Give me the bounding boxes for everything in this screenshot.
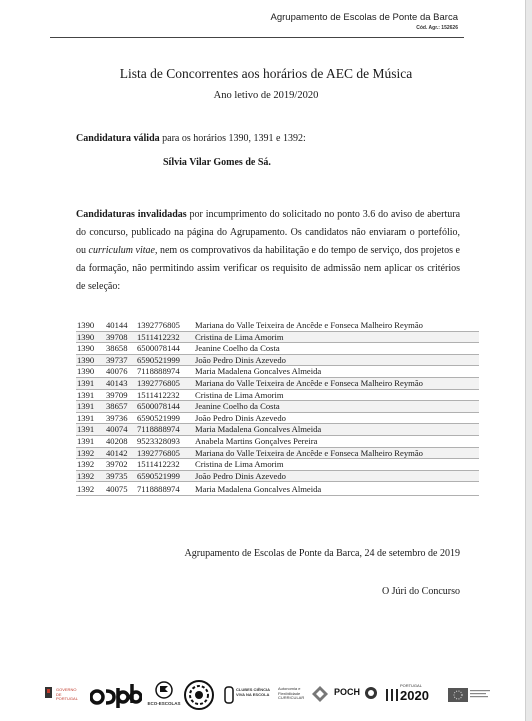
valid-label: Candidatura válida [76,133,160,144]
candidate-name-cell: João Pedro Dinis Azevedo [194,354,479,366]
number-cell: 6500078144 [136,401,194,413]
id-cell: 39709 [105,389,136,401]
number-cell: 1392776805 [136,447,194,459]
aepb-wordmark-icon [90,680,142,708]
schedule-cell: 1391 [76,435,105,447]
number-cell: 1392776805 [136,320,194,331]
autonomia-flexibilidade-logo [278,680,330,710]
candidate-name-cell: João Pedro Dinis Azevedo [194,412,479,424]
portugal-text: PORTUGAL [400,683,422,688]
poch-logo [334,680,382,710]
table-row [76,424,479,436]
poch-mark-icon [364,686,378,700]
number-cell: 1511412232 [136,459,194,471]
schedule-cell: 1391 [76,389,105,401]
schedule-cell: 1390 [76,331,105,343]
eu-flag-icon [448,688,468,702]
portugal-2020-logo [384,680,444,710]
governo-portugal-logo [44,680,82,710]
id-cell: 39735 [105,470,136,482]
candidate-name-cell: Maria Madalena Goncalves Almeida [194,482,479,496]
id-cell: 38658 [105,343,136,355]
table-row [76,412,479,424]
number-cell: 7118888974 [136,424,194,436]
table-row [76,459,479,471]
number-cell: 6500078144 [136,343,194,355]
number-cell: 1511412232 [136,389,194,401]
table-row [76,482,479,496]
schedule-cell: 1390 [76,343,105,355]
schedule-cell: 1391 [76,401,105,413]
schedule-cell: 1392 [76,459,105,471]
schedule-cell: 1391 [76,412,105,424]
eco-escolas-logo [146,680,182,710]
round-emblem-logo [184,680,216,710]
document-title: Lista de Concorrentes aos horários de AEC de Música [119,66,413,81]
candidate-name-cell: Mariana do Valle Teixeira de Ancêde e Fonseca Malheiro Reymão [194,377,479,389]
eu-caption-icon [470,689,490,701]
id-cell: 40144 [105,320,136,331]
schedule-cell: 1392 [76,447,105,459]
aepb-logo [90,680,142,710]
number-cell: 7118888974 [136,366,194,378]
schedule-cell: 1392 [76,470,105,482]
number-cell: 6590521999 [136,354,194,366]
id-cell: 40143 [105,377,136,389]
invalid-text-2: , nem os comprovativos da habilitação e do tempo de serviço, dos projetos e da formação, não permitindo assim verificar os requisito de admissão nem aplicar os critérios de seleção: [76,245,460,292]
eco-flag-icon [155,681,173,699]
header-code: Cód. Agr.: 152626 [416,25,458,31]
candidate-name-cell: Cristina de Lima Amorim [194,459,479,471]
id-cell: 40076 [105,366,136,378]
schedule-cell: 1391 [76,424,105,436]
candidate-name-cell: Maria Madalena Goncalves Almeida [194,366,479,378]
id-cell: 40208 [105,435,136,447]
candidate-name-cell: Jeanine Coelho da Costa [194,343,479,355]
page-edge [525,0,532,721]
schedule-cell: 1390 [76,366,105,378]
table-row [76,331,479,343]
table-row [76,320,479,331]
candidate-name-cell: Mariana do Valle Teixeira de Ancêde e Fonseca Malheiro Reymão [194,447,479,459]
clubes-ciencia-viva-text: CLUBES CIÊNCIA VIVA NA ESCOLA [236,687,270,697]
invalid-paragraph [76,206,460,296]
number-cell: 6590521999 [136,412,194,424]
id-cell: 39708 [105,331,136,343]
table-row [76,389,479,401]
table-row [76,435,479,447]
number-cell: 1392776805 [136,377,194,389]
id-cell: 39736 [105,412,136,424]
id-cell: 40074 [105,424,136,436]
candidate-name-cell: Cristina de Lima Amorim [194,389,479,401]
candidates-table [76,320,479,496]
autonomia-flexibilidade-text: Autonomia e Flexibilidade CURRICULAR [278,686,305,701]
candidate-name-cell: Jeanine Coelho da Costa [194,401,479,413]
schedule-cell: 1392 [76,482,105,496]
table-row [76,343,479,355]
invalid-text-1: por incumprimento do solicitado no ponto 3.6 do aviso de abertura do concurso, publicado na página do Agrupamento. Os candidatos não enviaram o portefólio, ou [76,209,461,256]
candidate-name-cell: Anabela Martins Gonçalves Pereira [194,435,479,447]
candidate-name-cell: João Pedro Dinis Azevedo [194,470,479,482]
closing-line: Agrupamento de Escolas de Ponte da Barca, 24 de setembro de 2019 [184,548,460,559]
valid-candidate: Sílvia Vilar Gomes de Sá. [163,157,271,168]
candidate-name-cell: Cristina de Lima Amorim [194,331,479,343]
table-row [76,401,479,413]
coat-of-arms-icon [44,686,54,700]
poch-text: POCH [334,687,361,697]
document-header [271,12,458,31]
table-row [76,366,479,378]
clubes-mark-icon [224,686,234,704]
invalid-italic: curriculum vitae [88,245,155,256]
eco-escolas-text: ECO-ESCOLAS [147,701,181,706]
signature: O Júri do Concurso [381,586,460,597]
id-cell: 40075 [105,482,136,496]
number-cell: 1511412232 [136,331,194,343]
id-cell: 40142 [105,447,136,459]
round-emblem-icon [184,680,214,710]
governo-portugal-text: GOVERNO DE PORTUGAL [56,687,78,702]
valid-paragraph [76,130,460,148]
candidate-name-cell: Maria Madalena Goncalves Almeida [194,424,479,436]
autonomia-shape-icon [311,685,329,703]
header-organization: Agrupamento de Escolas de Ponte da Barca [270,12,458,23]
portugal-2020-mark-icon [384,687,398,703]
clubes-ciencia-viva-logo [224,680,276,710]
candidate-name-cell: Mariana do Valle Teixeira de Ancêde e Fonseca Malheiro Reymão [194,320,479,331]
id-cell: 39737 [105,354,136,366]
schedule-cell: 1390 [76,320,105,331]
id-cell: 39702 [105,459,136,471]
id-cell: 38657 [105,401,136,413]
year-text: 2020 [400,688,429,703]
number-cell: 9523328093 [136,435,194,447]
table-row [76,354,479,366]
number-cell: 6590521999 [136,470,194,482]
table-row [76,470,479,482]
number-cell: 7118888974 [136,482,194,496]
eu-logo [448,680,492,710]
document-subtitle: Ano letivo de 2019/2020 [213,90,319,101]
valid-text: para os horários 1390, 1391 e 1392: [159,133,306,144]
footer-logos [44,680,494,710]
header-divider [50,37,464,38]
table-row [76,447,479,459]
table-row [76,377,479,389]
schedule-cell: 1391 [76,377,105,389]
schedule-cell: 1390 [76,354,105,366]
invalid-label: Candidaturas invalidadas [76,209,187,220]
